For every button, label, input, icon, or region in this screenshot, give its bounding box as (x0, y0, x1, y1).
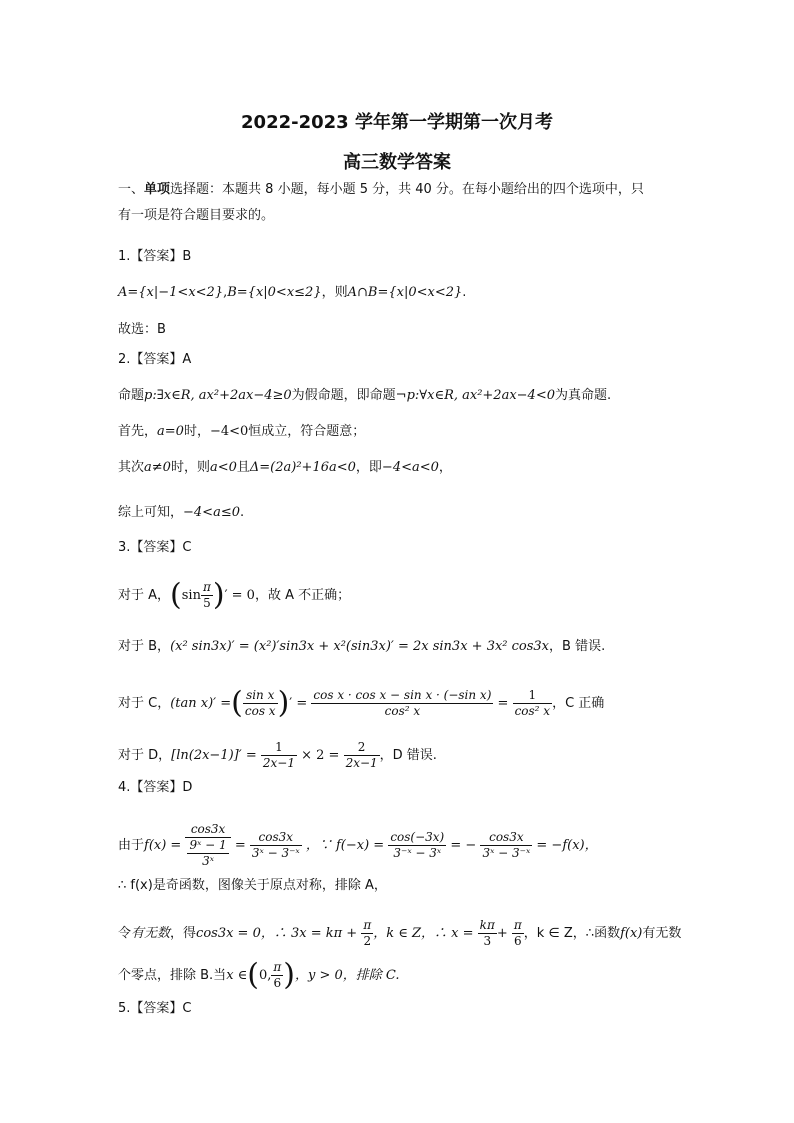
q2-line2: 首先，a=0时，−4<0恒成立，符合题意； (118, 424, 366, 439)
q2-line1: 命题p:∃x∈R, ax²+2ax−4≥0为假命题，即命题¬p:∀x∈R, ax²+2ax−4<0为真命题. (118, 388, 612, 403)
q5-answer-head: 5.【答案】C (118, 1001, 192, 1016)
q2-line4: 综上可知，−4<a≤0. (118, 505, 245, 520)
q1-answer-head: 1.【答案】B (118, 249, 192, 264)
q3-option-a: 对于 A，(sin $\frac{\pi}{5}$ )′ = 0，故 A 不正确； (118, 577, 351, 613)
q4-answer-head: 4.【答案】D (118, 780, 193, 795)
q2-answer-head: 2.【答案】A (118, 352, 192, 367)
section-header-line1: 一、单项选择题：本题共 8 小题，每小题 5 分，共 40 分。在每小题给出的四个选项中，只 (118, 182, 644, 197)
q4-line1: 由于f(x) = $\frac{\cos 3x}{\frac{\text{9ˣ − 1}}{\text{3ˣ}}}$ = $\frac{\cos 3x}{\text{3ˣ − 3⁻ˣ}}$ ，∵ f(−x) = $\frac{\cos(-3x)}{\text{3⁻ˣ − 3ˣ}}$ = − $\frac{\cos 3x}{\text{3ˣ − 3⁻ˣ}}$ = −f(x)， (118, 822, 598, 868)
q1-choice: 故选：B (118, 322, 166, 337)
q3-option-b: 对于 B，(x² sin3x)′ = (x²)′sin3x + x²(sin3x)′ = 2x sin3x + 3x² cos3x，B 错误. (118, 639, 606, 654)
q1-solution: A={x|−1<x<2},B={x|0<x≤2}，则A∩B={x|0<x<2}. (118, 285, 467, 300)
q3-answer-head: 3.【答案】C (118, 540, 192, 555)
q2-line3: 其次a≠0时，则a<0且Δ=(2a)²+16a<0，即−4<a<0， (118, 460, 452, 475)
q4-line2: ∴ f(x)是奇函数，图像关于原点对称，排除 A， (118, 878, 387, 893)
q4-line4: 个零点，排除 B.当x ∈(0, $\frac{\pi}{6}$ )，y > 0，排除 C. (118, 957, 400, 993)
document-title: 2022-2023 学年第一学期第一次月考 (241, 112, 553, 133)
q3-option-d: 对于 D，[ln(2x−1)]′ = $\frac{1}{2x-1}$ × 2 = $\frac{2}{2x-1}$ ，D 错误. (118, 740, 437, 770)
q4-line3: 令有无数，得cos3x = 0，∴ 3x = kπ + $\frac{\pi}{2}$ ，k ∈ Z，∴ x = $\frac{k\pi}{3}$ + $\frac{\pi}{6}$ ，k ∈ Z，∴函数f(x)有无数 (118, 918, 682, 948)
section-name: 单项 (144, 182, 171, 197)
document-subtitle: 高三数学答案 (343, 152, 451, 173)
section-header-line2: 有一项是符合题目要求的。 (118, 208, 275, 223)
q3-option-c: 对于 C，(tan x)′ =( $\frac{\text{sin x}}{\text{cos x}}$ )′ = $\frac{\text{cos x · cos x − sin x · (−sin x)}}{\text{cos² x}}$ = $\frac{1}{\text{cos² x}}$ ，C 正确 (118, 685, 605, 721)
